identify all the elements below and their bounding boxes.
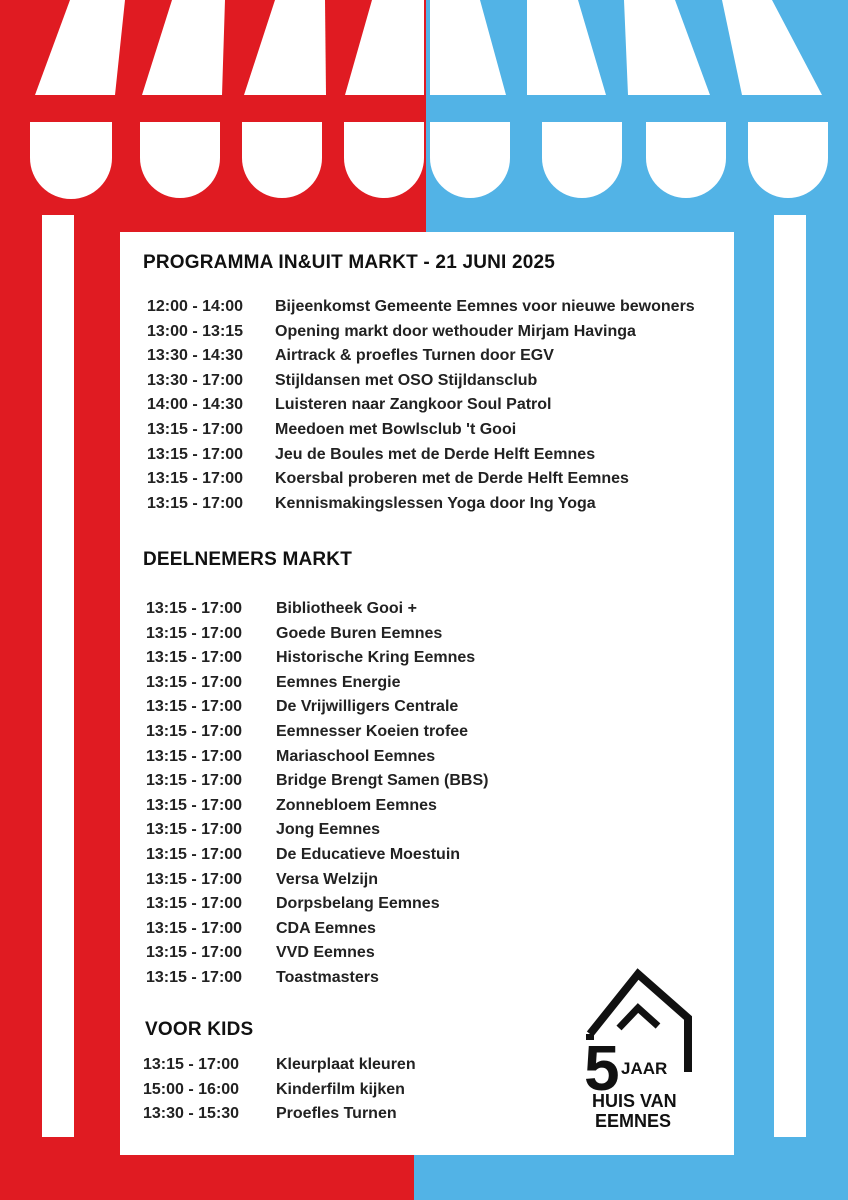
participant-name: Historische Kring Eemnes bbox=[276, 649, 476, 667]
time-slot: 13:15 - 17:00 bbox=[146, 944, 243, 962]
activity-name: Stijldansen met OSO Stijldansclub bbox=[275, 371, 538, 389]
activity-name: Kinderfilm kijken bbox=[276, 1080, 405, 1098]
participant-name: Bridge Brengt Samen (BBS) bbox=[276, 772, 489, 790]
time-slot: 13:30 - 17:00 bbox=[147, 371, 244, 389]
time-slot: 13:00 - 13:15 bbox=[147, 322, 244, 340]
time-slot: 13:15 - 17:00 bbox=[143, 1056, 240, 1073]
time-slot: 12:00 - 14:00 bbox=[147, 298, 244, 315]
participant-name: Jong Eemnes bbox=[276, 821, 381, 839]
participant-name: Mariaschool Eemnes bbox=[276, 747, 436, 765]
time-slot: 15:00 - 16:00 bbox=[143, 1080, 240, 1098]
time-slot: 13:15 - 17:00 bbox=[146, 649, 243, 667]
time-slot: 13:15 - 17:00 bbox=[146, 600, 243, 617]
time-slot: 13:30 - 15:30 bbox=[143, 1105, 240, 1123]
pole-right bbox=[774, 215, 806, 1137]
time-slot: 13:15 - 17:00 bbox=[147, 420, 244, 438]
time-slot: 13:15 - 17:00 bbox=[146, 821, 243, 839]
time-slot: 13:15 - 17:00 bbox=[146, 747, 243, 765]
logo-line1: HUIS VAN bbox=[592, 1091, 677, 1111]
time-slot: 13:15 - 17:00 bbox=[146, 673, 243, 691]
activity-name: Opening markt door wethouder Mirjam Havinga bbox=[275, 322, 636, 340]
time-slot: 13:15 - 17:00 bbox=[147, 494, 244, 512]
market-awning-icon bbox=[0, 0, 848, 210]
kids-title: VOOR KIDS bbox=[145, 1019, 254, 1040]
time-slot: 13:15 - 17:00 bbox=[146, 722, 243, 740]
activity-name: Kennismakingslessen Yoga door Ing Yoga bbox=[275, 494, 596, 512]
pole-left bbox=[42, 215, 74, 1137]
activity-name: Koersbal proberen met de Derde Helft Eemnes bbox=[275, 470, 629, 488]
activity-name: Airtrack & proefles Turnen door EGV bbox=[275, 347, 554, 365]
participant-name: Goede Buren Eemnes bbox=[276, 624, 443, 642]
logo-line2: EEMNES bbox=[595, 1111, 672, 1131]
activity-name: Luisteren naar Zangkoor Soul Patrol bbox=[275, 396, 552, 414]
time-slot: 13:15 - 17:00 bbox=[147, 470, 244, 488]
participant-name: CDA Eemnes bbox=[276, 919, 376, 937]
participant-name: VVD Eemnes bbox=[276, 944, 375, 962]
background-bottom-red bbox=[0, 1155, 414, 1200]
participant-name: De Vrijwilligers Centrale bbox=[276, 698, 459, 716]
time-slot: 13:15 - 17:00 bbox=[146, 796, 243, 814]
activity-name: Kleurplaat kleuren bbox=[276, 1056, 416, 1073]
activity-name: Proefles Turnen bbox=[276, 1105, 397, 1123]
participant-name: De Educatieve Moestuin bbox=[276, 845, 461, 863]
programma-title: PROGRAMMA IN&UIT MARKT - 21 JUNI 2025 bbox=[143, 252, 556, 273]
logo-number: 5 bbox=[584, 1032, 620, 1104]
time-slot: 13:15 - 17:00 bbox=[146, 698, 243, 716]
time-slot: 13:15 - 17:00 bbox=[146, 968, 243, 986]
participant-name: Eemnes Energie bbox=[276, 673, 401, 691]
participant-name: Bibliotheek Gooi + bbox=[276, 600, 417, 617]
participant-name: Toastmasters bbox=[276, 968, 379, 986]
activity-name: Meedoen met Bowlsclub 't Gooi bbox=[275, 420, 517, 438]
time-slot: 14:00 - 14:30 bbox=[147, 396, 244, 414]
activity-name: Bijeenkomst Gemeente Eemnes voor nieuwe bewoners bbox=[275, 298, 695, 315]
activity-name: Jeu de Boules met de Derde Helft Eemnes bbox=[275, 445, 596, 463]
participant-name: Versa Welzijn bbox=[276, 870, 378, 888]
time-slot: 13:15 - 17:00 bbox=[146, 919, 243, 937]
time-slot: 13:15 - 17:00 bbox=[146, 624, 243, 642]
deelnemers-title: DEELNEMERS MARKT bbox=[143, 549, 353, 570]
time-slot: 13:15 - 17:00 bbox=[146, 895, 243, 913]
time-slot: 13:30 - 14:30 bbox=[147, 347, 244, 365]
time-slot: 13:15 - 17:00 bbox=[146, 845, 243, 863]
time-slot: 13:15 - 17:00 bbox=[147, 445, 244, 463]
participant-name: Eemnesser Koeien trofee bbox=[276, 722, 469, 740]
background-bottom-blue bbox=[414, 1155, 848, 1200]
participant-name: Dorpsbelang Eemnes bbox=[276, 895, 440, 913]
logo-jaar: JAAR bbox=[621, 1059, 668, 1078]
time-slot: 13:15 - 17:00 bbox=[146, 870, 243, 888]
participant-name: Zonnebloem Eemnes bbox=[276, 796, 437, 814]
time-slot: 13:15 - 17:00 bbox=[146, 772, 243, 790]
